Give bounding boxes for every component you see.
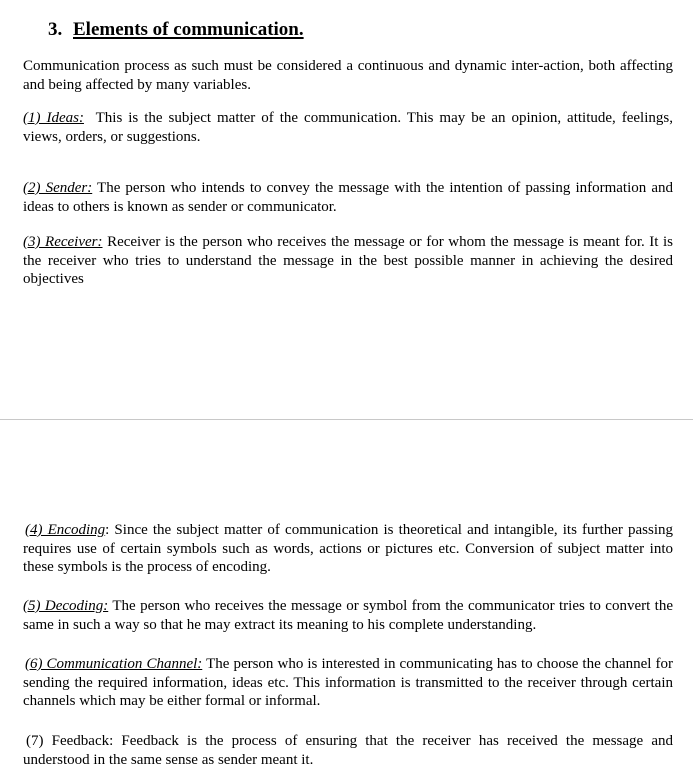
element-label-channel: (6) Communication Channel:	[25, 656, 203, 672]
element-label-sender: (2) Sender:	[23, 180, 93, 196]
element-receiver	[23, 233, 673, 289]
element-text-channel: The person who is interested in communicating has to choose the channel for sending the required information, ideas etc. This information is transmitted to the receiver through certain channels which may be either formal or informal.	[23, 656, 673, 710]
element-channel	[23, 655, 673, 711]
page-divider	[0, 419, 693, 420]
element-sender	[23, 179, 673, 216]
element-text-ideas: This is the subject matter of the communication. This may be an opinion, attitude, feelings, views, orders, or suggestions.	[23, 110, 673, 145]
element-label-ideas: (1) Ideas:	[23, 110, 84, 126]
section-title: Elements of communication.	[73, 19, 304, 40]
element-text-receiver: Receiver is the person who receives the message or for whom the message is meant for. It is the receiver who tries to understand the message in the best possible manner in achieving the desired objectives	[23, 234, 673, 288]
element-text-decoding: The person who receives the message or symbol from the communicator tries to convert the same in such a way so that he may extract its meaning to his complete understanding.	[23, 598, 674, 633]
section-heading	[48, 18, 304, 42]
element-text-sender: The person who intends to convey the message with the intention of passing information and ideas to others is known as sender or communicator.	[23, 180, 673, 215]
element-feedback	[23, 732, 673, 769]
element-encoding	[23, 521, 673, 577]
element-label-receiver: (3) Receiver:	[23, 234, 103, 250]
element-label-encoding: (4) Encoding	[25, 522, 106, 538]
element-decoding	[23, 597, 673, 634]
element-label-decoding: (5) Decoding:	[23, 598, 109, 614]
element-text-feedback: (7) Feedback: Feedback is the process of ensuring that the receiver has received the message and understood in the same sense as sender meant it.	[23, 733, 673, 768]
element-ideas	[23, 109, 673, 146]
element-text-encoding: : Since the subject matter of communication is theoretical and intangible, its further passing requires use of certain symbols such as words, actions or pictures etc. Conversion of subject matter into these symbols is the process of encoding.	[23, 522, 673, 576]
section-number: 3.	[48, 19, 63, 40]
intro-paragraph: Communication process as such must be considered a continuous and dynamic inter-action, both affecting and being affected by many variables.	[23, 58, 673, 93]
